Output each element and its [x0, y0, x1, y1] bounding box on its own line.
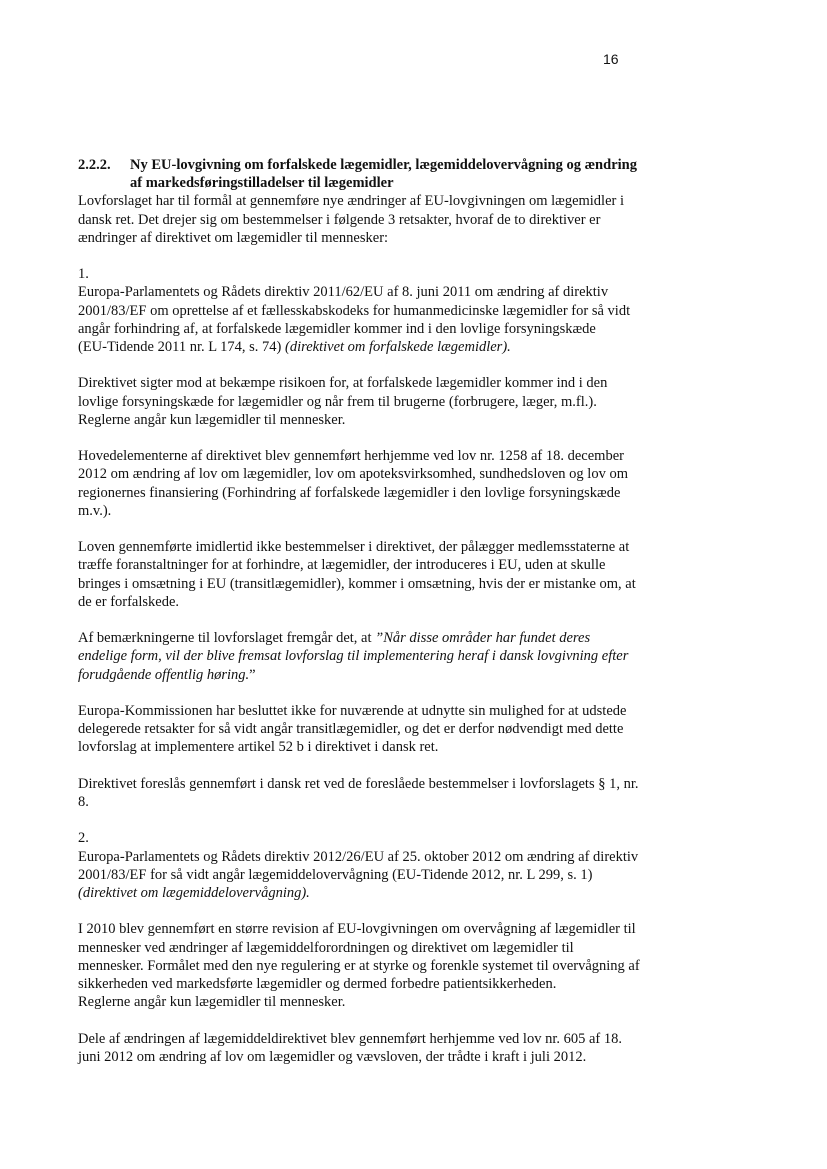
text-line: Lovforslaget har til formål at gennemføre nye ændringer af EU-lovgivningen om lægemidler i	[78, 193, 625, 210]
text-line: Europa-Parlamentets og Rådets direktiv 2011/62/EU af 8. juni 2011 om ændring af direktiv	[78, 284, 609, 301]
item-1-paragraph-6	[78, 775, 639, 811]
text-line: sikkerheden ved markedsførte lægemidler og dermed forbedre patientsikkerheden.	[78, 976, 557, 992]
text-line: ændringer af direktivet om lægemidler til mennesker:	[78, 229, 389, 246]
text-line	[78, 629, 628, 647]
text-line: 8.	[78, 794, 89, 810]
text-line: 2001/83/EF for så vidt angår lægemiddelovervågning (EU-Tidende 2012, nr. L 299, s. 1)	[78, 866, 593, 883]
text-line: m.v.).	[78, 502, 112, 519]
italic-segment: endelige form, vil der blive fremsat lovforslag til implementering heraf i dansk lovgivning efter	[78, 648, 629, 665]
section-title	[130, 156, 637, 192]
text-line: Reglerne angår kun lægemidler til mennesker.	[78, 411, 346, 428]
italic-segment: (direktivet om forfalskede lægemidler).	[285, 339, 511, 356]
text-segment: ”	[249, 666, 256, 683]
item-1-paragraph-5	[78, 702, 628, 757]
text-line	[78, 884, 628, 902]
item-1-paragraph-2	[78, 447, 628, 520]
text-line: Europa-Parlamentets og Rådets direktiv 2012/26/EU af 25. oktober 2012 om ændring af direktiv	[78, 848, 639, 865]
text-line: regionernes finansiering (Forhindring af forfalskede lægemidler i den lovlige forsyningskæde	[78, 484, 621, 501]
text-line: I 2010 blev gennemført en større revision af EU-lovgivningen om overvågning af lægemidler til	[78, 921, 636, 938]
text-line: Direktivet sigter mod at bekæmpe risikoen for, at forfalskede lægemidler kommer ind i den	[78, 375, 608, 392]
text-line: mennesker. Formålet med den nye regulering er at styrke og forenkle systemet til overvågning af	[78, 957, 640, 974]
text-line: træffe foranstaltninger for at forhindre, at lægemidler, der introduceres i EU, uden at skulle	[78, 557, 606, 574]
text-line: 2012 om ændring af lov om lægemidler, lov om apoteksvirksomhed, sundhedsloven og lov om	[78, 466, 628, 483]
text-line: delegerede retsakter for så vidt angår transitlægemidler, og det er derfor nødvendigt med dette	[78, 721, 624, 738]
text-line: Hovedelementerne af direktivet blev gennemført herhjemme ved lov nr. 1258 af 18. december	[78, 448, 624, 465]
item-1-paragraph-3	[78, 538, 636, 611]
section-heading	[78, 156, 637, 192]
page-number: 16	[603, 51, 619, 67]
text-line: bringes i omsætning i EU (transitlægemidler), kommer i omsætning, hvis der er mistanke om, at	[78, 575, 636, 592]
italic-segment: (direktivet om lægemiddelovervågning).	[78, 885, 310, 901]
text-line: juni 2012 om ændring af lov om lægemidler og vævsloven, der trådte i kraft i juli 2012.	[78, 1048, 587, 1065]
item-2-paragraph-2	[78, 1030, 628, 1066]
text-line: angår forhindring af, at forfalskede lægemidler kommer ind i den lovlige forsyningskæde	[78, 320, 596, 337]
item-2-paragraph-1	[78, 920, 640, 1011]
text-line	[78, 338, 628, 356]
text-line: 2001/83/EF om oprettelse af et fællesskabskodeks for humanmedicinske lægemidler for så vidt	[78, 302, 631, 319]
item-1-paragraph-1	[78, 374, 628, 429]
text-line: lovforslag at implementere artikel 52 b i direktivet i dansk ret.	[78, 739, 439, 756]
text-line: mennesker ved ændringer af lægemiddelforordningen og direktivet om lægemidler til	[78, 939, 574, 956]
text-line: lovlige forsyningskæde for lægemidler og når frem til brugerne (forbrugere, læger, m.fl.).	[78, 393, 597, 410]
item-1-number: 1.	[78, 266, 89, 283]
text-line: dansk ret. Det drejer sig om bestemmelser i følgende 3 retsakter, hvoraf de to direktiver er	[78, 211, 601, 228]
section-title-line: Ny EU-lovgivning om forfalskede lægemidler, lægemiddelovervågning og ændring	[130, 157, 637, 173]
intro-paragraph	[78, 192, 628, 247]
section-number: 2.2.2.	[78, 157, 111, 173]
item-1-directive	[78, 283, 631, 356]
item-2-number: 2.	[78, 830, 89, 847]
section-title-line: af markedsføringstilladelser til lægemidler	[130, 175, 394, 192]
item-1-paragraph-4	[78, 629, 628, 684]
document-body	[78, 156, 640, 1066]
text-line	[78, 647, 628, 665]
text-line: Loven gennemførte imidlertid ikke bestemmelser i direktivet, der pålægger medlemsstaterne at	[78, 539, 630, 556]
text-segment: (EU-Tidende 2011 nr. L 174, s. 74)	[78, 339, 286, 356]
text-line: de er forfalskede.	[78, 593, 180, 610]
item-2-directive	[78, 848, 639, 903]
text-line: Direktivet foreslås gennemført i dansk ret ved de foreslåede bestemmelser i lovforslagets § 1, nr.	[78, 775, 639, 792]
text-line	[78, 666, 628, 684]
text-line: Europa-Kommissionen har besluttet ikke for nuværende at udnytte sin mulighed for at udstede	[78, 703, 627, 719]
text-line: Reglerne angår kun lægemidler til mennesker.	[78, 994, 346, 1011]
text-segment: Af bemærkningerne til lovforslaget fremgår det, at	[78, 630, 376, 647]
italic-segment: forudgående offentlig høring.	[78, 666, 250, 683]
italic-segment: ”Når disse områder har fundet deres	[375, 630, 591, 647]
text-line: Dele af ændringen af lægemiddeldirektivet blev gennemført herhjemme ved lov nr. 605 af 18.	[78, 1030, 622, 1047]
